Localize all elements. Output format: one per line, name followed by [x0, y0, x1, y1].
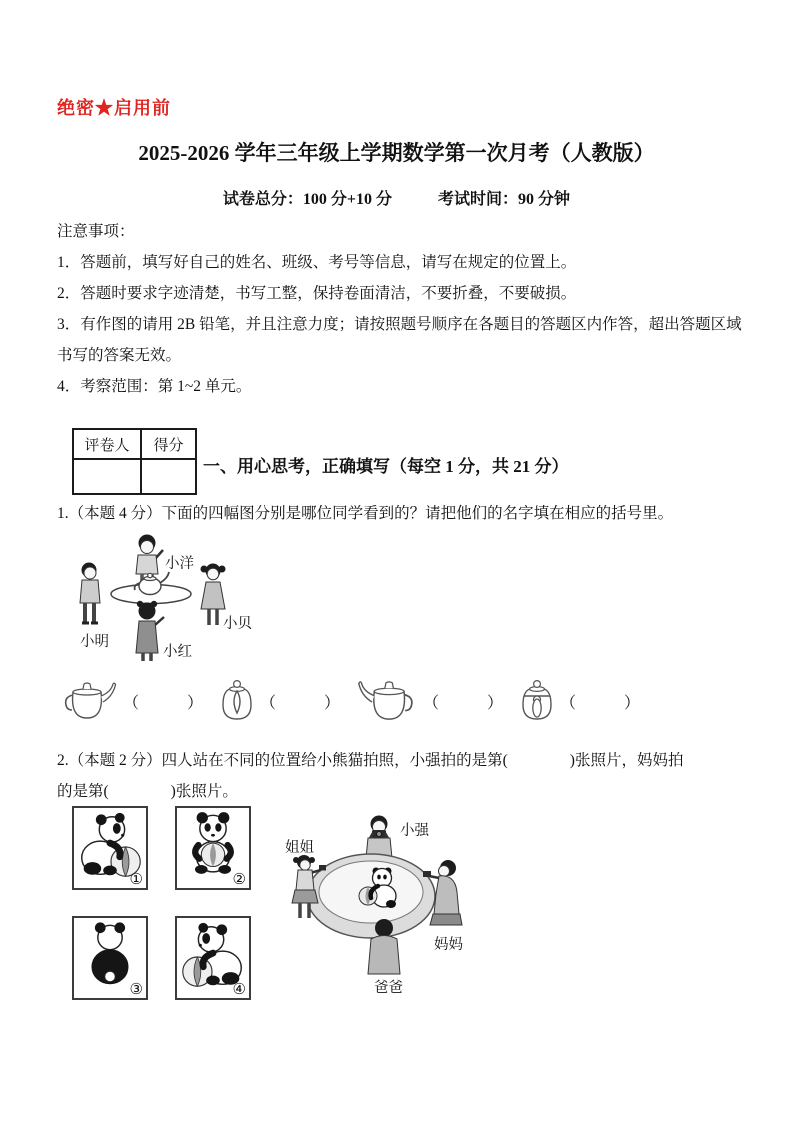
- answer-bracket: （ ）: [423, 694, 504, 712]
- scene-label-xiaoqiang: 小强: [400, 823, 429, 839]
- student-label-bottom: 小红: [163, 644, 192, 660]
- grader-value-cell: [73, 459, 141, 494]
- question1-text: 1.（本题 4 分）下面的四幅图分别是哪位同学看到的？请把他们的名字填在相应的括号里。: [57, 505, 674, 522]
- notice-block: [57, 216, 745, 402]
- student-figure-right: [201, 564, 226, 626]
- photo-number-4: ④: [232, 980, 246, 998]
- teapot-front-spout-view-icon: [517, 676, 557, 726]
- grader-score-table: [72, 428, 197, 495]
- photo-option-1: [72, 806, 148, 890]
- teapot-side-spout-left-icon: [354, 674, 420, 728]
- question2-scene-illustration: [283, 808, 493, 1003]
- photo-option-3: [72, 916, 148, 1000]
- student-label-left: 小明: [80, 634, 109, 650]
- answer-bracket: （ ）: [260, 694, 341, 712]
- photo-number-2: ②: [232, 870, 246, 888]
- teapot-view-4: [517, 676, 640, 726]
- student-figure-left: [80, 563, 100, 624]
- teapot-view-3: [354, 674, 503, 728]
- section-one-heading: 一、用心思考，正确填写（每空 1 分，共 21 分）: [203, 457, 569, 476]
- notice-item: 2．答题时要求字迹清楚，书写工整，保持卷面清洁，不要折叠，不要破损。: [57, 285, 577, 302]
- scene-label-jiejie: 姐姐: [285, 840, 314, 856]
- student-figure-bottom: [136, 601, 164, 661]
- total-score-info: 试卷总分：100 分+10 分: [222, 191, 393, 208]
- scene-label-baba: 爸爸: [374, 980, 403, 996]
- teapot-side-spout-right-icon: [58, 676, 120, 726]
- secret-label: 绝密★启用前: [57, 98, 171, 118]
- answer-bracket: （ ）: [560, 694, 641, 712]
- scene-label-mama: 妈妈: [434, 937, 463, 953]
- notice-heading: 注意事项：: [57, 223, 135, 240]
- grader-header-cell: 评卷人: [73, 429, 141, 459]
- exam-time-info: 考试时间：90 分钟: [438, 191, 571, 208]
- score-header-cell: 得分: [141, 429, 196, 459]
- question2-text: [57, 745, 772, 807]
- student-label-right: 小贝: [223, 616, 252, 632]
- teapot-view-2: [217, 676, 340, 726]
- answer-bracket: （ ）: [123, 694, 204, 712]
- exam-info-line: [0, 186, 793, 209]
- student-label-top: 小洋: [165, 556, 194, 572]
- teapot-view-1: [58, 676, 203, 726]
- notice-item: 1．答题前，填写好自己的姓名、班级、考号等信息，请写在规定的位置上。: [57, 254, 577, 271]
- score-value-cell: [141, 459, 196, 494]
- question2-line2: 的是第( )张照片。: [57, 783, 238, 800]
- question1-answer-row: [58, 674, 640, 728]
- notice-item: 3．有作图的请用 2B 铅笔，并且注意力度；请按照题号顺序在各题目的答题区内作答，超出答题区域书写的答案无效。: [57, 316, 742, 364]
- page-title: 2025-2026 学年三年级上学期数学第一次月考（人教版）: [138, 141, 655, 165]
- teapot-back-handle-view-icon: [217, 676, 257, 726]
- question2-line1: 2.（本题 2 分）四人站在不同的位置给小熊猫拍照，小强拍的是第( )张照片，妈妈拍: [57, 752, 684, 769]
- photographer-figure-top: [366, 816, 392, 859]
- photo-option-4: [175, 916, 251, 1000]
- photo-option-2: [175, 806, 251, 890]
- notice-item: 4．考察范围：第 1~2 单元。: [57, 378, 252, 395]
- question2-photo-grid: [72, 806, 251, 1000]
- photo-number-1: ①: [129, 870, 143, 888]
- question1-illustration: [55, 530, 290, 668]
- photo-number-3: ③: [129, 980, 143, 998]
